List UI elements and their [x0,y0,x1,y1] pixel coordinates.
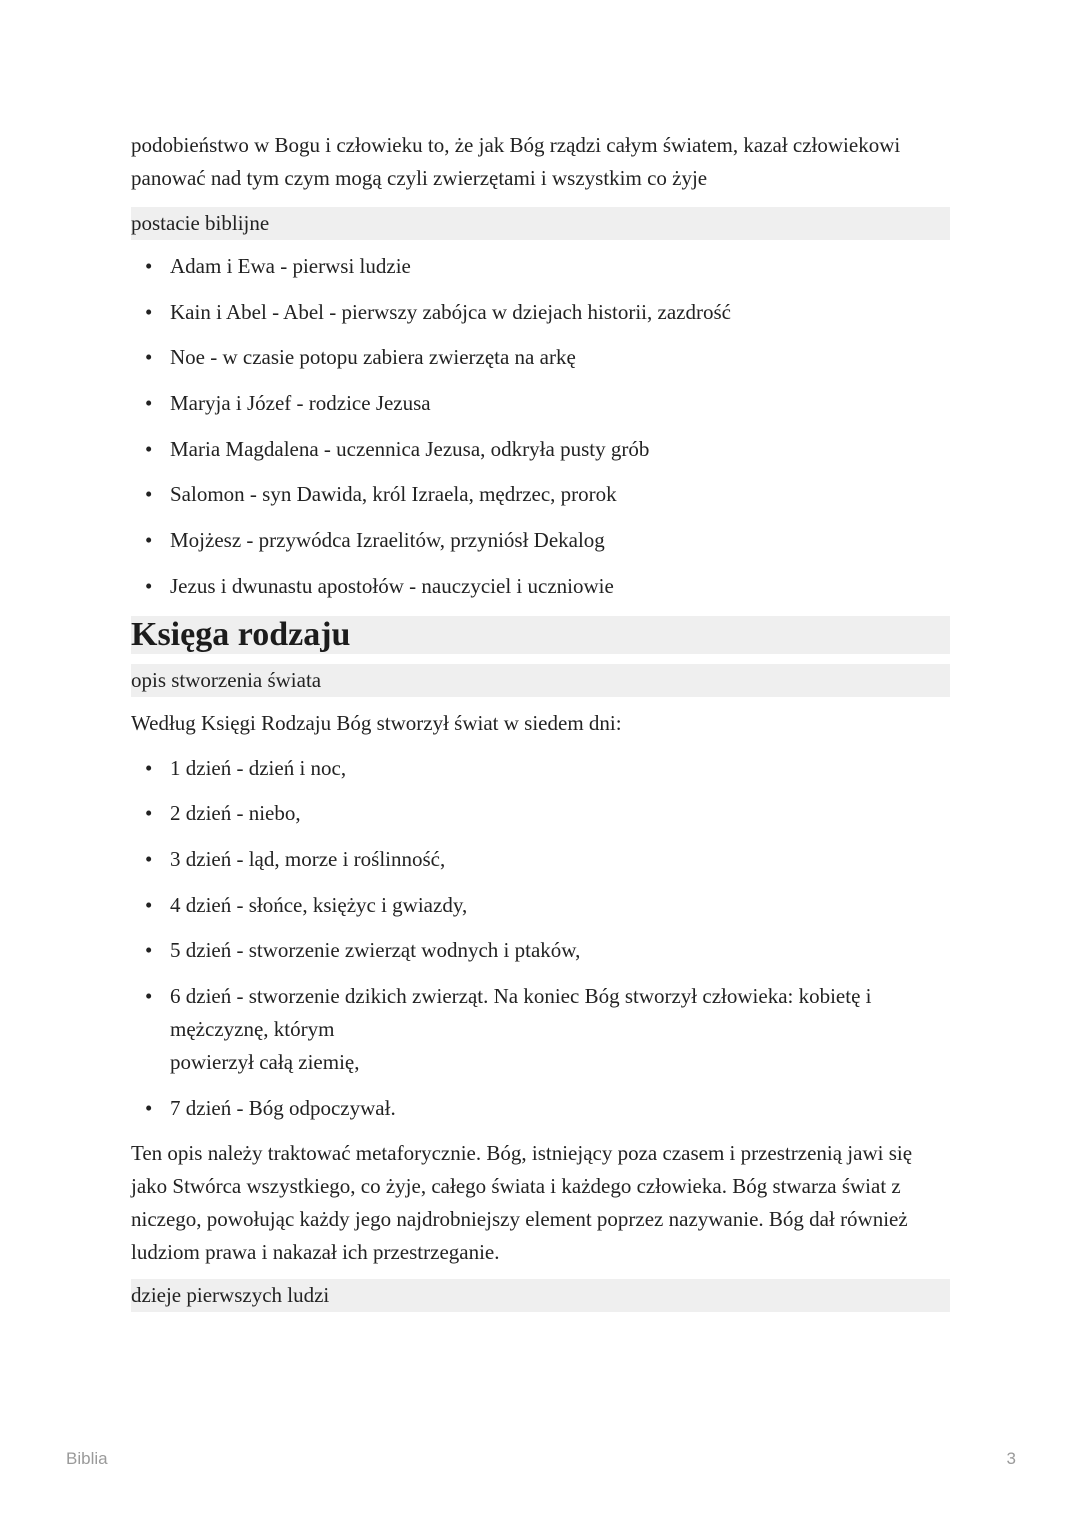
bullet-icon: • [145,846,153,871]
list-item: • Noe - w czasie potopu zabiera zwierzęta na arkę [131,341,950,374]
list-item: • Kain i Abel - Abel - pierwszy zabójca w dziejach historii, zazdrość [131,296,950,329]
bullet-icon: • [145,983,153,1008]
footer-document-title: Biblia [66,1449,108,1468]
list-item: • 1 dzień - dzień i noc, [131,752,950,785]
list-item: • Mojżesz - przywódca Izraelitów, przyniósł Dekalog [131,524,950,557]
list-item: • 4 dzień - słońce, księżyc i gwiazdy, [131,889,950,922]
bullet-icon: • [145,391,153,416]
list-item: • 5 dzień - stworzenie zwierząt wodnych i ptaków, [131,934,950,967]
section-heading: Księga rodzaju [131,616,950,654]
bullet-icon: • [145,528,153,553]
document-content [131,129,950,1322]
bullet-icon: • [145,254,153,278]
list-item: • 7 dzień - Bóg odpoczywał. [131,1092,950,1125]
intro-paragraph: podobieństwo w Bogu i człowieku to, że jak Bóg rządzi całym światem, kazał człowiekowi panować nad tym czym mogą czyli zwierzętami i wszystkim co żyje [131,133,901,190]
list-item: • 6 dzień - stworzenie dzikich zwierząt. Na koniec Bóg stworzył człowieka: kobietę i mężczyznę, którym powierzył całą ziemię, [131,980,950,1079]
list-item: • Salomon - syn Dawida, król Izraela, mędrzec, prorok [131,478,950,511]
section-label-biblical-figures: postacie biblijne [131,207,950,240]
list-item: • Maria Magdalena - uczennica Jezusa, odkryła pusty grób [131,433,950,466]
bullet-icon: • [145,938,153,963]
list-item: • 2 dzień - niebo, [131,797,950,830]
list-item: • Adam i Ewa - pierwsi ludzie [131,250,950,283]
creation-lead: Według Księgi Rodzaju Bóg stworzył świat w siedem dni: [131,710,622,735]
bullet-icon: • [145,892,153,917]
creation-paragraph: Ten opis należy traktować metaforycznie. Bóg, istniejący poza czasem i przestrzenią jawi się jako Stwórca wszystkiego, co żyje, całego świata i każdego człowieka. Bóg stwarza świat z niczego, powołując każdy jego najdrobniejszy element poprzez nazywanie. Bóg dał również ludziom prawa i nakazał ich przestrzeganie. [131,1141,913,1265]
bullet-icon: • [145,299,153,324]
section-label-first-people: dzieje pierwszych ludzi [131,1279,950,1312]
bullet-icon: • [145,482,153,507]
bullet-icon: • [145,755,153,780]
list-item: • Maryja i Józef - rodzice Jezusa [131,387,950,420]
bullet-icon: • [145,1095,153,1120]
creation-days-list [131,752,950,1125]
bullet-icon: • [145,436,153,461]
footer-page-number: 3 [1006,1449,1016,1468]
list-item: • Jezus i dwunastu apostołów - nauczyciel i uczniowie [131,570,950,603]
bullet-icon: • [145,801,153,826]
bullet-icon: • [145,573,153,598]
bullet-icon: • [145,345,153,370]
biblical-figures-list [131,250,950,603]
section-label-creation: opis stworzenia świata [131,664,950,697]
list-item: • 3 dzień - ląd, morze i roślinność, [131,843,950,876]
